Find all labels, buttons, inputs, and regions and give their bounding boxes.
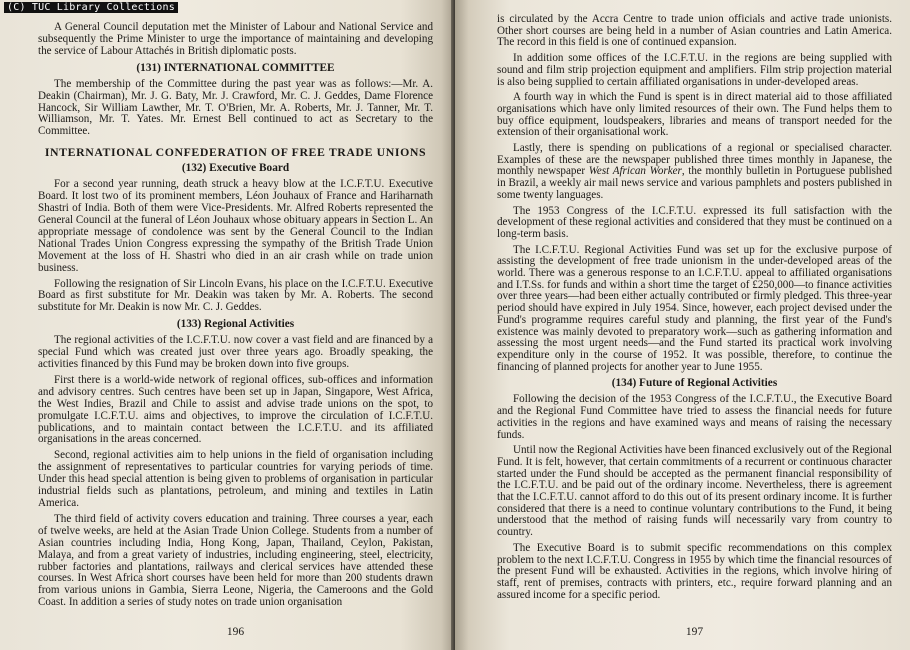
icftu-heading: INTERNATIONAL CONFEDERATION OF FREE TRADE UNIONS <box>44 145 427 160</box>
right-paragraph-3: A fourth way in which the Fund is spent is in direct material aid to those affiliated organisations which have only limited resources of their own. The Fund helps them to buy office equipment, loudspeakers, libraries and means of transport needed for the extension of their organisational work. <box>497 91 892 139</box>
right-paragraph-1: is circulated by the Accra Centre to trade union officials and active trade unionists. Other short courses are being held in a number of Asian countries and Latin America. The record in this field is one of continued expansion. <box>497 13 892 49</box>
right-page <box>455 0 910 650</box>
section-131-paragraph: The membership of the Committee during the past year was as follows:—Mr. A. Deakin (Chairman), Mr. J. G. Baty, Mr. J. Crawford, Mr. C. J. Geddes, Dame Florence Hancock, Sir William Lawther, Mr. T. O'Brien, Mr. A. Roberts, Mr. J. Tanner, Mr. T. Williamson, Mr. T. Yates. Mr. Ernest Bell continued to act as Secretary to the Committee. <box>38 77 433 138</box>
section-133-paragraph-4: The third field of activity covers education and training. Three courses a year, each of twelve weeks, are held at the Asian Trade Union College. Students from a number of Asian countries including India, Hong Kong, Japan, Thailand, Ceylon, Pakistan, Malaya, and from a great variety of industries, including engineering, steel, electricity, rubber factories and plantations, railways and clerical services have attended these courses. In West Africa short courses have been held for more than 200 students drawn from various unions in Gambia, Sierra Leone, Nigeria, the Cameroons and the Gold Coast. In addition a series of study notes on trade union organisation <box>38 512 433 609</box>
section-134-paragraph-2: Until now the Regional Activities have been financed exclusively out of the Regional Fund. It is felt, however, that certain commitments of a recurrent or continuous character started under the Fund should be accepted as the permanent financial responsibility of the I.C.F.T.U. and be paid out of the ordinary income. Nevertheless, there is agreement that the I.C.F.T.U. cannot afford to do this out of its present ordinary income. It is further considered that there is a need to continue voluntary contributions to the Fund, it being understood that the method of raising funds will necessarily vary from country to country. <box>497 444 892 539</box>
section-132-paragraph-2: Following the resignation of Sir Lincoln Evans, his place on the I.C.F.T.U. Executive Board as first substitute for Mr. Deakin was taken by Mr. A. Roberts. The second substitute for Mr. Deakin is now Mr. C. J. Geddes. <box>38 277 433 314</box>
section-133-heading: (133) Regional Activities <box>176 318 295 331</box>
section-134-heading: (134) Future of Regional Activities <box>611 377 778 390</box>
right-paragraph-2: In addition some offices of the I.C.F.T.U. in the regions are being supplied with sound and film strip projection equipment and amplifiers. Film strip projection material is also being supplied to certain affiliated organisations in under-developed areas. <box>497 52 892 88</box>
section-132-heading: (132) Executive Board <box>181 162 290 175</box>
section-134-paragraph-1: Following the decision of the 1953 Congress of the I.C.F.T.U., the Executive Board and the Regional Fund Committee have tried to assess the financial needs for future activities in the regions and have examined ways and means of raising the necessary funds. <box>497 393 892 441</box>
publications-text-a: Lastly, there is spending on publications of a regional or specialised character. Examples of these are the newspaper published three times monthly in Japanese, the monthly newspaper <box>497 142 892 178</box>
section-134-paragraph-3: The Executive Board is to submit specific recommendations on this complex problem to the next I.C.F.T.U. Congress in 1955 by which time the financial resources of the present Fund will be exhausted. Activities in the regions, which involve hiring of staff, rent of premises, contracts with printers, etc., require forward planning and an assured income for a specific period. <box>497 541 892 601</box>
publications-text-b: , the monthly bulletin in Portuguese published in Brazil, a weekly air mail news service and various pamphlets and posters published in some twenty languages. <box>497 165 892 201</box>
right-paragraph-6: The I.C.F.T.U. Regional Activities Fund was set up for the exclusive purpose of assisting the development of free trade unionism in the under-developed areas of the world. There was a generous response to an I.C.F.T.U. appeal to affiliated organisations and I.T.Ss. for funds and within a short time the target of £250,000—to finance activities over three years—had been either actually contributed or firmly pledged. This three-year period should have expired in July 1954. Since, however, each project devised under the Fund's programme requires careful study and planning, the first year of the Fund's existence was mainly devoted to preparatory work—such as gathering information and assessing the most urgent needs—and the Fund started its practical work involving expenditure only in the course of 1952. It was possible, therefore, to continue the financing of planned projects for another year to June 1955. <box>497 243 892 373</box>
right-paragraph-5: The 1953 Congress of the I.C.F.T.U. expressed its full satisfaction with the development of these regional activities and considered that they must be continued on a long-term basis. <box>497 204 892 240</box>
copyright-watermark: (C) TUC Library Collections <box>4 2 178 13</box>
section-132-paragraph-1: For a second year running, death struck a heavy blow at the I.C.F.T.U. Executive Board. It lost two of its prominent members, Léon Jouhaux of France and Hariharnath Shastri of India. Both of them were Vice-Presidents. Mr. Alfred Roberts represented the General Council at the funeral of Léon Jouhaux whose obituary appears in Section L. An appropriate message of condolence was sent by the General Council to the Indian National Trades Union Congress expressing the sympathy of the British Trade Union Movement at the loss of H. Shastri who died in an air crash while on trade union business. <box>38 178 433 274</box>
right-page-number: 197 <box>685 626 704 638</box>
section-131-heading: (131) INTERNATIONAL COMMITTEE <box>136 61 335 74</box>
section-133-paragraph-2: First there is a world-wide network of regional offices, sub-offices and information and advisory centres. Such centres have been set up in Japan, Singapore, West Africa, the West Indies, Brazil and Chile to assist and advise trade unions on the spot, to promulgate I.C.F.T.U. aims and objectives, to improve the circulation of I.C.F.T.U. publications, and to maintain contact between the I.C.F.T.U. and its affiliated organisations in the areas concerned. <box>38 373 433 446</box>
section-133-paragraph-3: Second, regional activities aim to help unions in the field of organisation including the assignment of representatives to particular countries for varying periods of time. Under this head special attention is being given to problems of organisation in particular industrial fields such as plantations, petroleum, and mining and textiles in Latin America. <box>38 449 433 509</box>
left-page-number: 196 <box>226 626 245 638</box>
right-paragraph-4 <box>497 143 892 202</box>
west-african-worker-title: West African Worker <box>588 165 682 178</box>
section-133-paragraph-1: The regional activities of the I.C.F.T.U. now cover a vast field and are financed by a special Fund which was created just over three years ago. Broadly speaking, the activities financed by this Fund may be broken down into five groups. <box>38 334 433 371</box>
intro-paragraph: A General Council deputation met the Minister of Labour and National Service and subsequently the Prime Minister to urge the importance of maintaining and developing the service of Labour Attachés in British diplomatic posts. <box>38 21 433 57</box>
